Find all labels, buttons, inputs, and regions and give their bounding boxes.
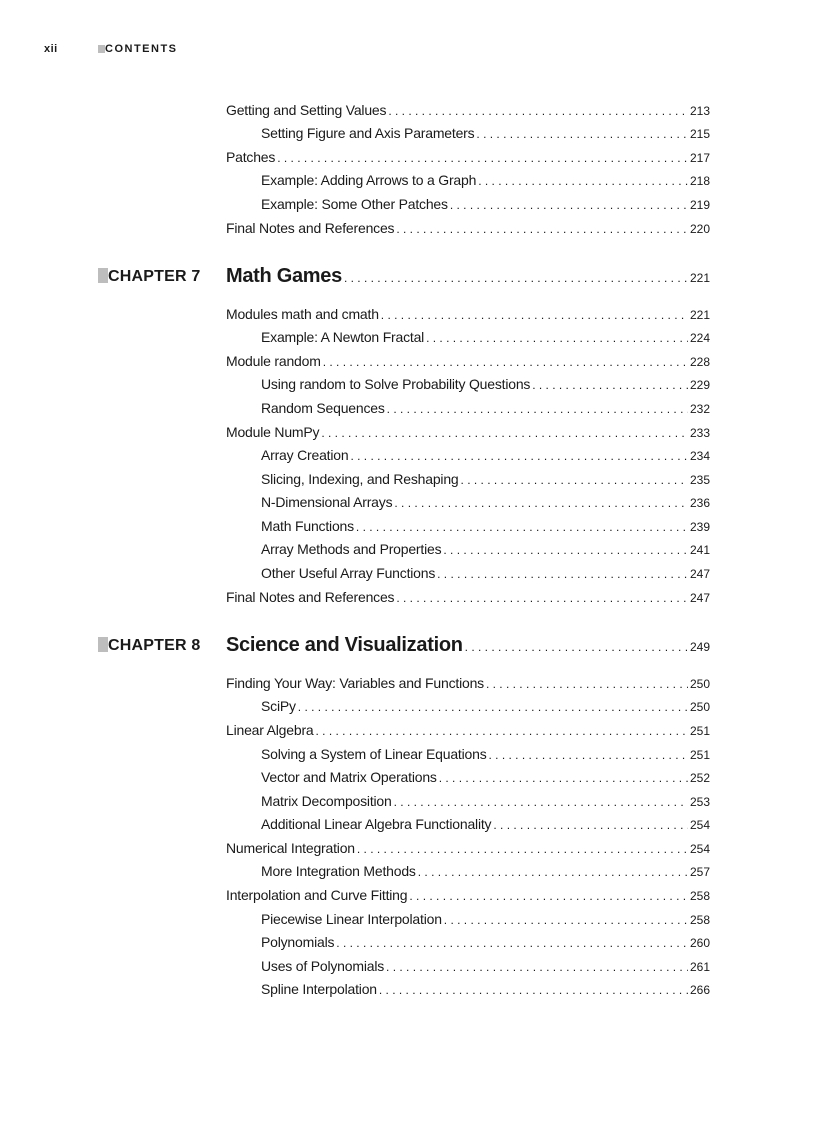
- section-title: CONTENTS: [105, 43, 178, 55]
- toc-entry[interactable]: Matrix Decomposition . . . 253: [261, 792, 710, 811]
- chapter-marker: [98, 268, 108, 283]
- toc-entry[interactable]: Math Functions . . . 239: [261, 517, 710, 536]
- toc-entry[interactable]: SciPy . . . 250: [261, 697, 710, 716]
- chapter-8-label: CHAPTER 8: [98, 637, 200, 655]
- toc-entry[interactable]: Array Methods and Properties . . . 241: [261, 540, 710, 559]
- toc-entry[interactable]: Modules math and cmath . . . 221: [226, 305, 710, 324]
- toc-entry[interactable]: Example: Adding Arrows to a Graph . . . 218: [261, 171, 710, 190]
- chapter-7-title[interactable]: Math Games . . . 221: [226, 265, 710, 288]
- chapter-marker: [98, 637, 108, 652]
- toc-entry[interactable]: Polynomials . . . 260: [261, 933, 710, 952]
- toc-entry[interactable]: Finding Your Way: Variables and Functions . . . 250: [226, 674, 710, 693]
- chapter-7-label: CHAPTER 7: [98, 268, 200, 286]
- toc-entry[interactable]: Getting and Setting Values . . . 213: [226, 101, 710, 120]
- page-number: xii: [44, 43, 58, 55]
- toc-entry[interactable]: Linear Algebra . . . 251: [226, 721, 710, 740]
- toc-entry[interactable]: Example: A Newton Fractal . . . 224: [261, 328, 710, 347]
- toc-entry[interactable]: Module NumPy . . . 233: [226, 423, 710, 442]
- toc-entry[interactable]: Using random to Solve Probability Questions . . . 229: [261, 375, 710, 394]
- toc-entry[interactable]: Vector and Matrix Operations . . . 252: [261, 768, 710, 787]
- toc-entry[interactable]: Interpolation and Curve Fitting . . . 258: [226, 886, 710, 905]
- toc-entry[interactable]: Solving a System of Linear Equations . . . 251: [261, 745, 710, 764]
- toc-entry[interactable]: Final Notes and References . . . 220: [226, 219, 710, 238]
- toc-entry[interactable]: Setting Figure and Axis Parameters . . . 215: [261, 124, 710, 143]
- header-marker: [98, 45, 105, 53]
- toc-entry[interactable]: Patches . . . 217: [226, 148, 710, 167]
- toc-entry[interactable]: Numerical Integration . . . 254: [226, 839, 710, 858]
- chapter-8-title[interactable]: Science and Visualization . . . 249: [226, 634, 710, 657]
- toc-entry[interactable]: N-Dimensional Arrays . . . 236: [261, 493, 710, 512]
- running-header: [44, 43, 178, 55]
- toc-entry[interactable]: Array Creation . . . 234: [261, 446, 710, 465]
- toc-entry[interactable]: Example: Some Other Patches . . . 219: [261, 195, 710, 214]
- toc-entry[interactable]: Piecewise Linear Interpolation . . . 258: [261, 910, 710, 929]
- toc-entry[interactable]: Spline Interpolation . . . 266: [261, 980, 710, 999]
- toc-entry[interactable]: Additional Linear Algebra Functionality . . . 254: [261, 815, 710, 834]
- toc-entry[interactable]: More Integration Methods . . . 257: [261, 862, 710, 881]
- toc-entry[interactable]: Final Notes and References . . . 247: [226, 588, 710, 607]
- toc-entry[interactable]: Module random . . . 228: [226, 352, 710, 371]
- toc-entry[interactable]: Slicing, Indexing, and Reshaping . . . 235: [261, 470, 710, 489]
- toc-entry[interactable]: Other Useful Array Functions . . . 247: [261, 564, 710, 583]
- toc-entry[interactable]: Uses of Polynomials . . . 261: [261, 957, 710, 976]
- toc-entry[interactable]: Random Sequences . . . 232: [261, 399, 710, 418]
